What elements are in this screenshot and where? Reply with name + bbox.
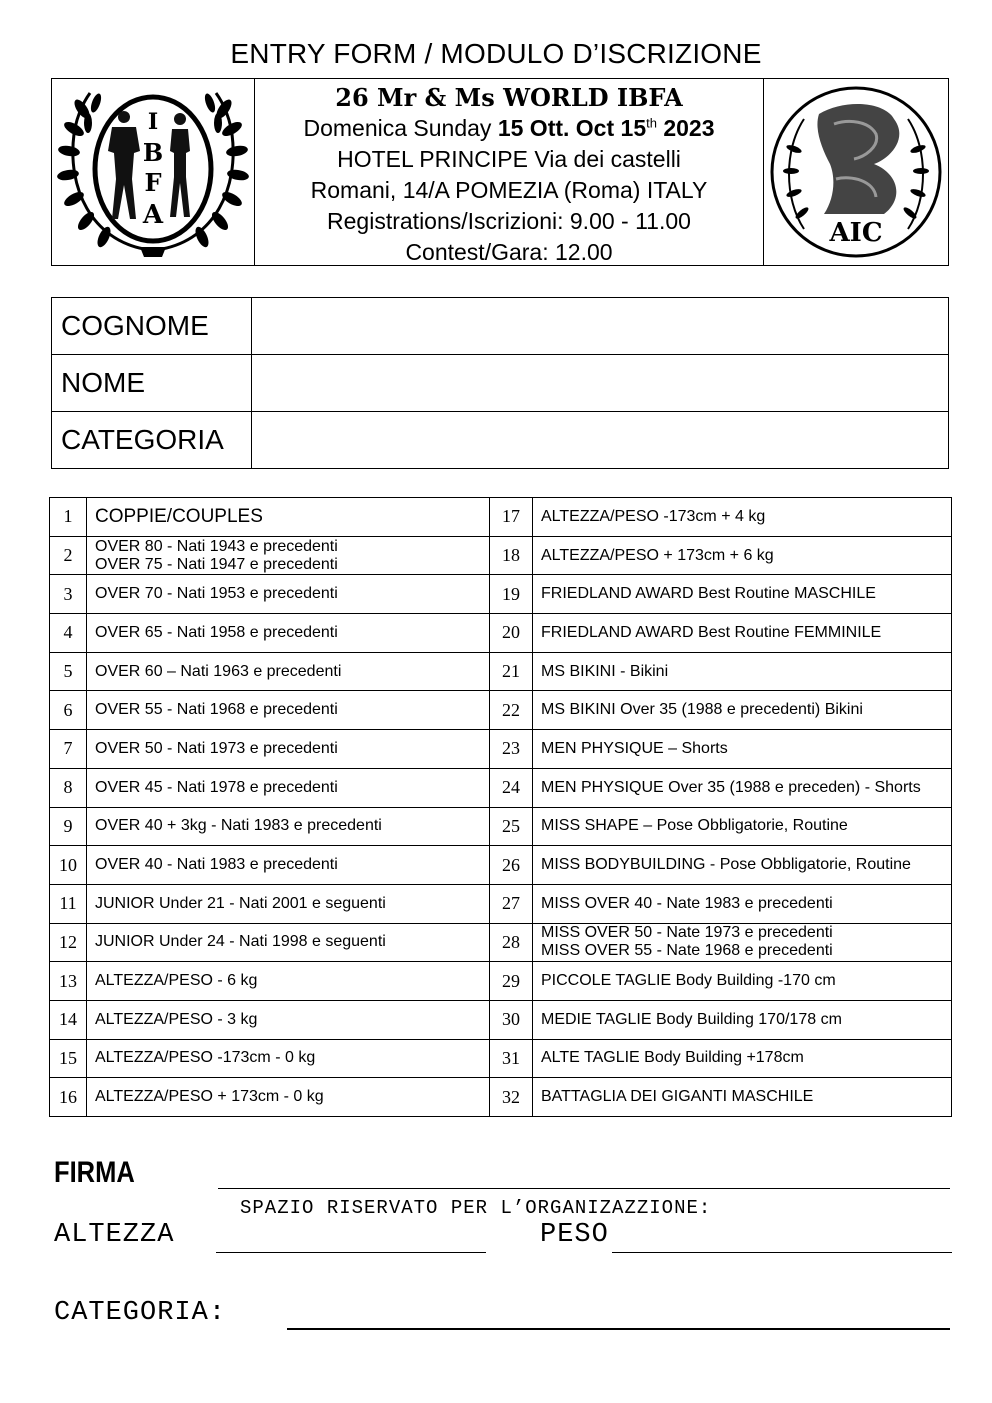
category-row	[50, 962, 952, 1001]
category-row	[50, 1039, 952, 1078]
peso-label: PESO	[540, 1220, 609, 1250]
category-label-line: MS BIKINI - Bikini	[541, 662, 669, 680]
nome-field[interactable]	[252, 355, 949, 412]
category-label[interactable]	[533, 923, 952, 962]
category-row	[50, 730, 952, 769]
cognome-label: COGNOME	[52, 298, 252, 355]
category-label[interactable]	[533, 730, 952, 769]
aic-logo-text: AIC	[829, 218, 883, 248]
category-label[interactable]	[87, 807, 490, 846]
category-label[interactable]	[87, 923, 490, 962]
category-label[interactable]	[87, 768, 490, 807]
altezza-label: ALTEZZA	[54, 1220, 175, 1250]
category-number: 28	[490, 923, 533, 962]
category-label-line: OVER 75 - Nati 1947 e precedenti	[95, 555, 338, 573]
category-number: 2	[50, 536, 87, 575]
category-label[interactable]	[533, 575, 952, 614]
footer-categoria-label: CATEGORIA:	[54, 1298, 227, 1328]
category-number: 27	[490, 884, 533, 923]
category-label[interactable]	[533, 807, 952, 846]
category-label-line: MISS OVER 40 - Nate 1983 e precedenti	[541, 894, 833, 912]
category-row	[50, 536, 952, 575]
aic-emblem-icon	[764, 79, 949, 265]
category-number: 17	[490, 498, 533, 537]
event-venue-2: Romani, 14/A POMEZIA (Roma) ITALY	[310, 177, 708, 203]
category-row	[50, 575, 952, 614]
event-contest: Contest/Gara: 12.00	[405, 239, 613, 265]
nome-label: NOME	[52, 355, 252, 412]
category-label-line: ALTEZZA/PESO -173cm - 0 kg	[95, 1049, 316, 1067]
category-label[interactable]	[87, 575, 490, 614]
firma-signature-line[interactable]	[218, 1188, 950, 1189]
altezza-line[interactable]	[216, 1252, 486, 1253]
category-label-line: JUNIOR Under 24 - Nati 1998 e seguenti	[95, 933, 386, 951]
category-label[interactable]	[87, 498, 490, 537]
category-label-line: ALTEZZA/PESO + 173cm + 6 kg	[541, 546, 774, 564]
event-date	[255, 113, 763, 144]
category-number: 19	[490, 575, 533, 614]
category-row	[50, 614, 952, 653]
category-number: 32	[490, 1078, 533, 1117]
category-label-line: MEN PHYSIQUE – Shorts	[541, 739, 728, 757]
category-row	[50, 807, 952, 846]
category-number: 31	[490, 1039, 533, 1078]
category-number: 21	[490, 652, 533, 691]
category-label-line: OVER 45 - Nati 1978 e precedenti	[95, 778, 338, 796]
event-registrations: Registrations/Iscrizioni: 9.00 - 11.00	[327, 208, 691, 234]
form-title: ENTRY FORM / MODULO D’ISCRIZIONE	[230, 38, 762, 69]
category-row	[50, 768, 952, 807]
category-label-line: MISS OVER 50 - Nate 1973 e precedenti	[541, 924, 833, 942]
ibfa-logo	[52, 79, 255, 265]
category-label[interactable]	[87, 730, 490, 769]
category-label-line: MEN PHYSIQUE Over 35 (1988 e preceden) - Shorts	[541, 778, 921, 796]
category-label[interactable]	[87, 962, 490, 1001]
event-info	[255, 79, 763, 265]
category-number: 10	[50, 846, 87, 885]
category-number: 23	[490, 730, 533, 769]
category-label-line: OVER 65 - Nati 1958 e precedenti	[95, 623, 338, 641]
category-label-line: OVER 80 - Nati 1943 e precedenti	[95, 537, 338, 555]
category-label-line: ALTEZZA/PESO - 3 kg	[95, 1010, 258, 1028]
category-label-line: MISS OVER 55 - Nate 1968 e precedenti	[541, 942, 833, 960]
category-label[interactable]	[533, 691, 952, 730]
category-number: 7	[50, 730, 87, 769]
firma-label: FIRMA	[54, 1156, 135, 1189]
category-number: 8	[50, 768, 87, 807]
category-label-line: OVER 60 – Nati 1963 e precedenti	[95, 662, 342, 680]
event-venue-1: HOTEL PRINCIPE Via dei castelli	[337, 146, 681, 172]
category-number: 4	[50, 614, 87, 653]
category-label[interactable]	[87, 846, 490, 885]
category-number: 18	[490, 536, 533, 575]
personal-data-table	[51, 297, 949, 469]
category-label-line: FRIEDLAND AWARD Best Routine MASCHILE	[541, 585, 876, 603]
categoria-label: CATEGORIA	[52, 412, 252, 469]
category-label[interactable]	[533, 846, 952, 885]
logo-letter-b: B	[142, 138, 164, 167]
category-label[interactable]	[87, 536, 490, 575]
category-row	[50, 1078, 952, 1117]
category-label-line: MISS SHAPE – Pose Obbligatorie, Routine	[541, 817, 848, 835]
category-label[interactable]	[87, 1039, 490, 1078]
category-number: 20	[490, 614, 533, 653]
category-row	[50, 1000, 952, 1039]
category-label[interactable]	[87, 884, 490, 923]
category-row	[50, 652, 952, 691]
category-label[interactable]	[87, 1078, 490, 1117]
category-label[interactable]	[533, 498, 952, 537]
category-label[interactable]	[533, 768, 952, 807]
category-label-line: OVER 55 - Nati 1968 e precedenti	[95, 701, 338, 719]
event-date-year: 2023	[656, 115, 715, 141]
laurel-wreath-icon	[52, 79, 254, 265]
category-number: 9	[50, 807, 87, 846]
category-number: 29	[490, 962, 533, 1001]
category-number: 26	[490, 846, 533, 885]
category-label-line: ALTE TAGLIE Body Building +178cm	[541, 1049, 804, 1067]
category-label[interactable]	[87, 652, 490, 691]
category-label-line: ALTEZZA/PESO + 173cm - 0 kg	[95, 1088, 324, 1106]
event-header	[51, 78, 949, 266]
category-label-line: PICCOLE TAGLIE Body Building -170 cm	[541, 972, 836, 990]
category-label[interactable]	[533, 1039, 952, 1078]
aic-logo	[763, 79, 949, 265]
footer-categoria-line[interactable]	[287, 1328, 950, 1330]
category-row	[50, 884, 952, 923]
category-label-line: OVER 70 - Nati 1953 e precedenti	[95, 585, 338, 603]
category-label-line: MEDIE TAGLIE Body Building 170/178 cm	[541, 1010, 842, 1028]
category-number: 6	[50, 691, 87, 730]
categories-table	[49, 497, 952, 1117]
category-label-line: FRIEDLAND AWARD Best Routine FEMMINILE	[541, 623, 882, 641]
category-row	[50, 691, 952, 730]
logo-letter-i: I	[147, 109, 159, 135]
categoria-field[interactable]	[252, 412, 949, 469]
category-number: 13	[50, 962, 87, 1001]
category-label[interactable]	[533, 536, 952, 575]
category-number: 3	[50, 575, 87, 614]
logo-letter-f: F	[144, 168, 162, 197]
category-number: 12	[50, 923, 87, 962]
category-label-line: ALTEZZA/PESO -173cm + 4 kg	[541, 507, 766, 525]
category-label[interactable]	[87, 691, 490, 730]
category-row	[50, 498, 952, 537]
category-label[interactable]	[533, 962, 952, 1001]
category-number: 22	[490, 691, 533, 730]
category-row	[50, 923, 952, 962]
cognome-field[interactable]	[252, 298, 949, 355]
category-label[interactable]	[533, 652, 952, 691]
category-label-line: ALTEZZA/PESO - 6 kg	[95, 972, 258, 990]
event-date-sup: th	[646, 115, 657, 131]
category-label[interactable]	[533, 1078, 952, 1117]
category-label[interactable]	[533, 1000, 952, 1039]
category-number: 1	[50, 498, 87, 537]
logo-letter-a: A	[142, 200, 164, 230]
category-label[interactable]	[533, 614, 952, 653]
category-label-line: OVER 50 - Nati 1973 e precedenti	[95, 739, 338, 757]
reserved-space-label: SPAZIO RISERVATO PER L’ORGANIZAZZIONE:	[240, 1197, 712, 1219]
category-number: 30	[490, 1000, 533, 1039]
category-label-line: COPPIE/COUPLES	[95, 505, 263, 527]
category-label[interactable]	[533, 884, 952, 923]
event-name: 26 Mr & Ms WORLD IBFA	[335, 83, 683, 112]
event-date-bold: 15 Ott. Oct 15	[497, 115, 647, 141]
category-label-line: OVER 40 + 3kg - Nati 1983 e precedenti	[95, 817, 382, 835]
category-label[interactable]	[87, 614, 490, 653]
category-number: 25	[490, 807, 533, 846]
category-number: 24	[490, 768, 533, 807]
event-date-prefix: Domenica Sunday	[303, 115, 498, 141]
category-number: 14	[50, 1000, 87, 1039]
category-number: 5	[50, 652, 87, 691]
category-number: 11	[50, 884, 87, 923]
category-label-line: JUNIOR Under 21 - Nati 2001 e seguenti	[95, 894, 386, 912]
category-row	[50, 846, 952, 885]
category-number: 15	[50, 1039, 87, 1078]
peso-line[interactable]	[612, 1252, 952, 1253]
category-label-line: OVER 40 - Nati 1983 e precedenti	[95, 856, 338, 874]
category-number: 16	[50, 1078, 87, 1117]
category-label-line: MISS BODYBUILDING - Pose Obbligatorie, Routine	[541, 856, 911, 874]
category-label-line: BATTAGLIA DEI GIGANTI MASCHILE	[541, 1088, 814, 1106]
category-label[interactable]	[87, 1000, 490, 1039]
category-label-line: MS BIKINI Over 35 (1988 e precedenti) Bikini	[541, 701, 863, 719]
